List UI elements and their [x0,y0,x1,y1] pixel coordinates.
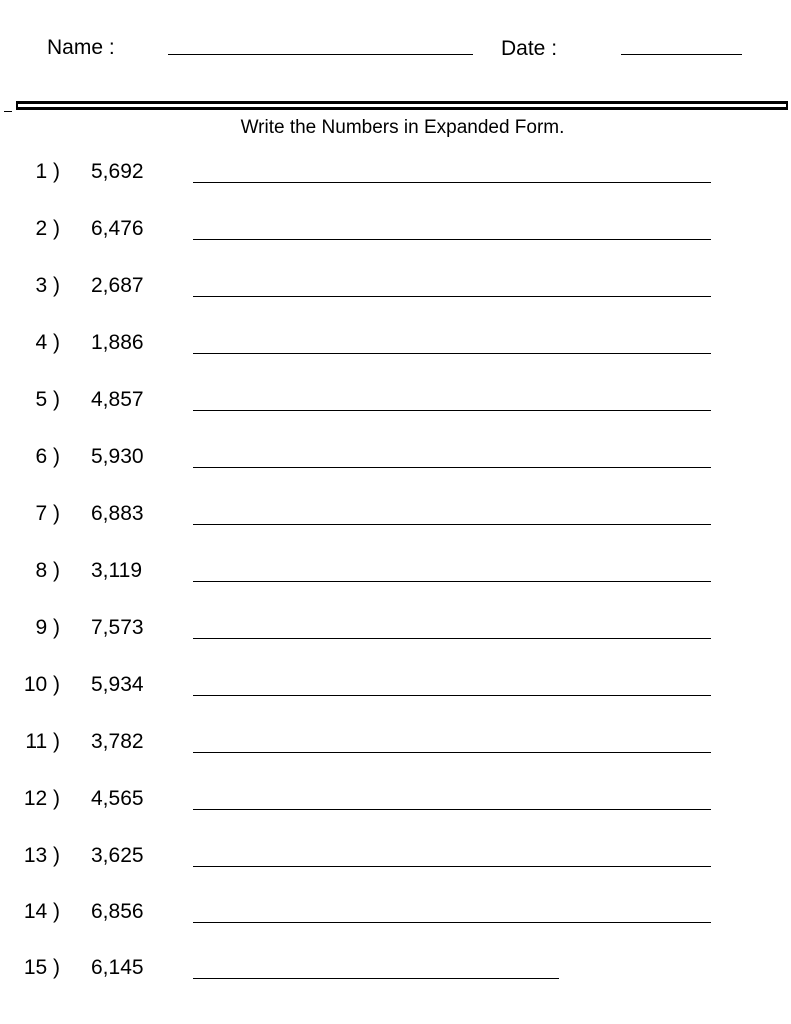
problem-value: 3,782 [91,730,144,753]
problem-value: 1,886 [91,331,144,354]
problem-value: 5,930 [91,445,144,468]
problem-value: 5,934 [91,673,144,696]
problem-row [0,159,791,185]
problem-row [0,273,791,299]
answer-line[interactable] [193,978,559,979]
problem-number: 9 ) [35,616,60,639]
problem-number: 2 ) [35,217,60,240]
problem-row [0,955,791,981]
problem-row [0,786,791,812]
problem-row [0,501,791,527]
problem-number: 5 ) [35,388,60,411]
problem-row [0,216,791,242]
problem-value: 5,692 [91,160,144,183]
problem-number: 1 ) [35,160,60,183]
problem-row [0,444,791,470]
problem-value: 6,145 [91,956,144,979]
header-divider [16,101,788,110]
name-field-line[interactable] [168,54,473,55]
problem-row [0,615,791,641]
problem-number: 6 ) [35,445,60,468]
problem-number: 8 ) [35,559,60,582]
problem-value: 6,883 [91,502,144,525]
answer-line[interactable] [193,866,711,867]
date-field-line[interactable] [621,54,742,55]
answer-line[interactable] [193,695,711,696]
problem-number: 11 ) [25,730,60,753]
date-label: Date : [501,37,558,60]
answer-line[interactable] [193,524,711,525]
problem-value: 2,687 [91,274,144,297]
answer-line[interactable] [193,581,711,582]
problem-value: 4,857 [91,388,144,411]
problem-row [0,899,791,925]
answer-line[interactable] [193,353,711,354]
answer-line[interactable] [193,239,711,240]
problem-number: 7 ) [35,502,60,525]
answer-line[interactable] [193,922,711,923]
problem-value: 6,476 [91,217,144,240]
problem-value: 6,856 [91,900,144,923]
problem-row [0,330,791,356]
problem-row [0,387,791,413]
answer-line[interactable] [193,182,711,183]
answer-line[interactable] [193,410,711,411]
answer-line[interactable] [193,467,711,468]
answer-line[interactable] [193,809,711,810]
answer-line[interactable] [193,296,711,297]
problem-value: 3,119 [91,559,142,582]
problem-number: 14 ) [23,900,60,923]
problem-number: 13 ) [23,844,60,867]
problem-row [0,729,791,755]
problem-number: 12 ) [23,787,60,810]
problem-value: 3,625 [91,844,144,867]
problem-number: 3 ) [35,274,60,297]
problem-number: 15 ) [23,956,60,979]
problem-row [0,843,791,869]
answer-line[interactable] [193,638,711,639]
problem-row [0,558,791,584]
stray-mark [4,111,12,112]
problem-number: 4 ) [35,331,60,354]
problem-value: 4,565 [91,787,144,810]
problem-value: 7,573 [91,616,144,639]
worksheet-instructions: Write the Numbers in Expanded Form. [240,117,565,138]
problem-number: 10 ) [23,673,60,696]
name-label: Name : [47,36,115,59]
answer-line[interactable] [193,752,711,753]
problem-row [0,672,791,698]
